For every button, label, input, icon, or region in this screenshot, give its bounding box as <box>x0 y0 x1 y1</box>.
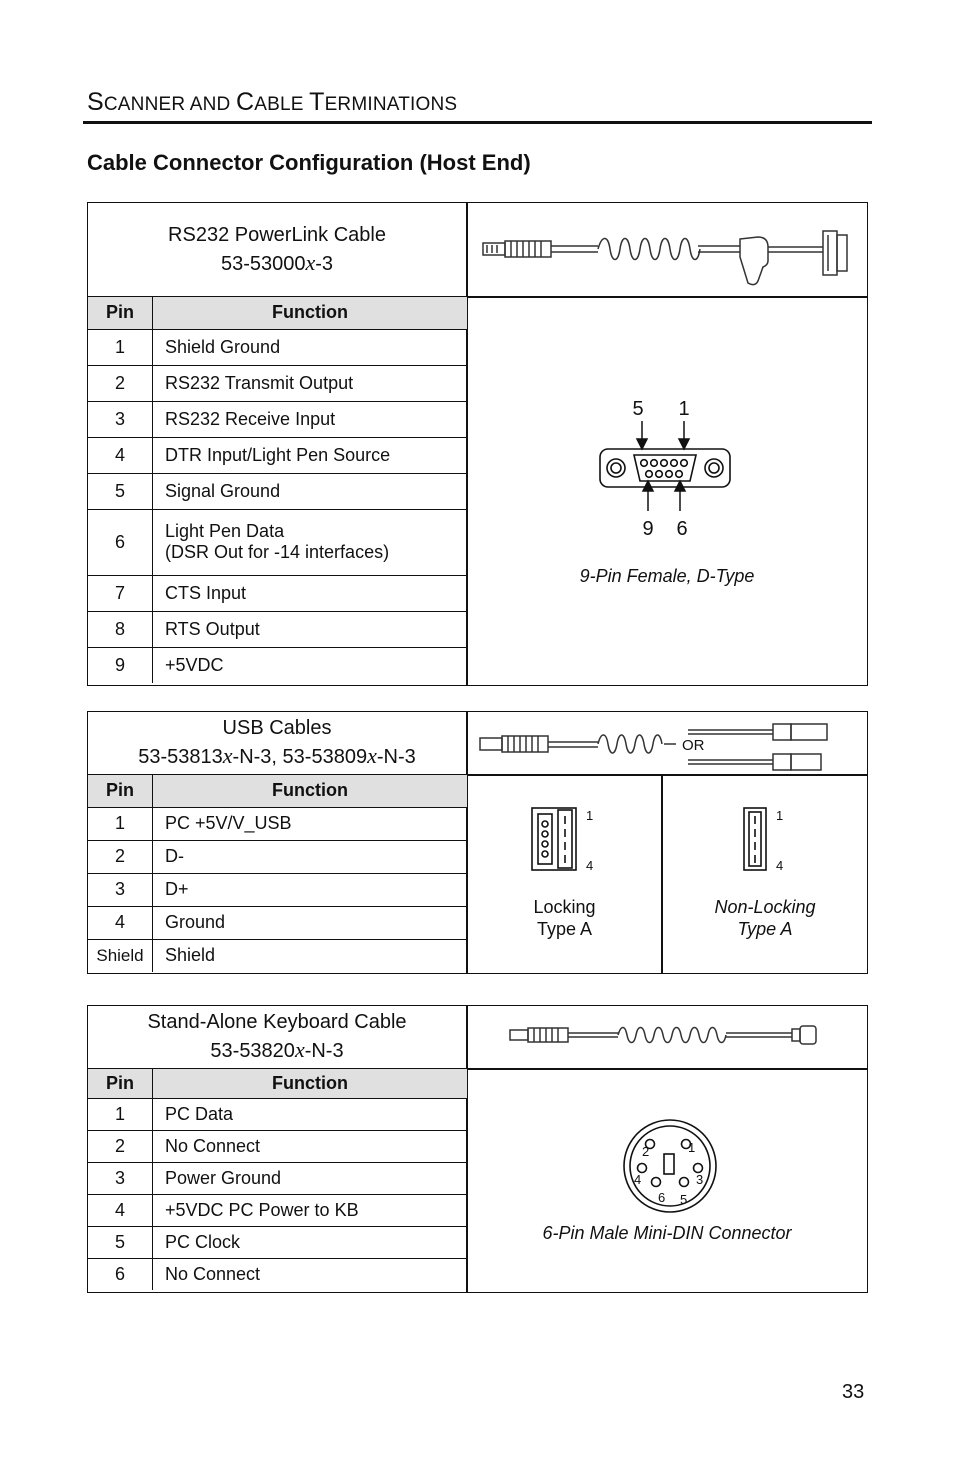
title-part: CABLE <box>235 88 310 116</box>
usb-cable-header <box>88 715 466 771</box>
pin-label: 2 <box>642 1144 650 1159</box>
pin-label: 1 <box>678 398 690 420</box>
cable-name: USB Cables <box>222 717 332 739</box>
pin-label: 1 <box>586 808 594 823</box>
pin-label: 1 <box>688 1140 696 1155</box>
table-row: 7 CTS Input <box>88 575 467 611</box>
pin-label: 5 <box>632 398 644 420</box>
pin-label: 1 <box>776 808 784 823</box>
page-number: 33 <box>842 1381 865 1403</box>
table-row: 3 RS232 Receive Input <box>88 401 467 437</box>
rs232-pin-table <box>88 297 467 683</box>
pin-column-header: Pin <box>88 297 153 329</box>
title-rule <box>83 121 872 124</box>
keyboard-cable-block <box>87 1005 868 1293</box>
rs232-cable-header <box>88 222 466 278</box>
table-row: 2 D- <box>88 840 467 873</box>
title-part: SCANNER AND <box>87 88 236 116</box>
title-part: TERMINATIONS <box>309 88 458 116</box>
keyboard-cable-header <box>88 1009 466 1065</box>
rs232-cable-block <box>87 202 868 686</box>
usb-cable-block <box>87 711 868 974</box>
table-row: 6 No Connect <box>88 1258 467 1290</box>
pin-label: 6 <box>676 518 688 540</box>
keyboard-cable-illustration <box>508 1018 838 1054</box>
table-row: 4 DTR Input/Light Pen Source <box>88 437 467 473</box>
pin-label: 4 <box>776 858 784 873</box>
pin-label: 5 <box>680 1192 688 1207</box>
pin-label: 4 <box>586 858 594 873</box>
or-label: OR <box>682 737 705 754</box>
mini-din-connector-diagram <box>618 1116 722 1220</box>
usb-cable-illustration <box>478 716 858 772</box>
cable-part-number: 53-53820x-N-3 <box>210 1037 344 1062</box>
rs232-cable-illustration <box>478 221 858 291</box>
table-row: 6 Light Pen Data (DSR Out for -14 interfaces) <box>88 509 467 575</box>
usb-non-locking-type-a-diagram <box>740 804 800 874</box>
table-row: 3 D+ <box>88 873 467 906</box>
table-row: 8 RTS Output <box>88 611 467 647</box>
cable-name: RS232 PowerLink Cable <box>168 224 386 246</box>
cable-part-number: 53-53000x-3 <box>220 250 334 275</box>
table-row: 1 PC +5V/V_USB <box>88 807 467 840</box>
connector-caption: 6-Pin Male Mini-DIN Connector <box>542 1223 792 1243</box>
usb-connector-divider <box>661 775 663 973</box>
pin-column-header: Pin <box>88 1069 153 1098</box>
page-title <box>87 88 457 117</box>
pin-label: 6 <box>658 1190 666 1205</box>
function-column-header: Function <box>153 1069 468 1098</box>
connector-caption: 9-Pin Female, D-Type <box>579 566 755 586</box>
function-column-header: Function <box>153 297 468 329</box>
cable-part-number: 53-53813x-N-3, 53-53809x-N-3 <box>138 743 416 768</box>
table-row: Shield Shield <box>88 939 467 972</box>
table-row: 5 Signal Ground <box>88 473 467 509</box>
pin-label: 9 <box>642 518 654 540</box>
table-row: 9 +5VDC <box>88 647 467 683</box>
locking-caption: Locking Type A <box>533 897 596 939</box>
table-row: 2 RS232 Transmit Output <box>88 365 467 401</box>
db9-connector-diagram <box>588 393 748 553</box>
usb-pin-table <box>88 775 467 972</box>
pin-label: 4 <box>634 1172 642 1187</box>
section-subtitle: Cable Connector Configuration (Host End) <box>87 150 531 175</box>
table-row: 3 Power Ground <box>88 1162 467 1194</box>
table-row: 1 PC Data <box>88 1098 467 1130</box>
non-locking-caption: Non-Locking Type A <box>714 897 816 939</box>
table-row: 4 +5VDC PC Power to KB <box>88 1194 467 1226</box>
table-row: 1 Shield Ground <box>88 329 467 365</box>
function-column-header: Function <box>153 775 468 807</box>
pin-label: 3 <box>696 1172 704 1187</box>
table-row: 4 Ground <box>88 906 467 939</box>
table-row: 2 No Connect <box>88 1130 467 1162</box>
usb-locking-type-a-diagram <box>528 804 608 874</box>
table-row: 5 PC Clock <box>88 1226 467 1258</box>
keyboard-pin-table <box>88 1069 467 1290</box>
pin-column-header: Pin <box>88 775 153 807</box>
cable-name: Stand-Alone Keyboard Cable <box>147 1011 407 1033</box>
